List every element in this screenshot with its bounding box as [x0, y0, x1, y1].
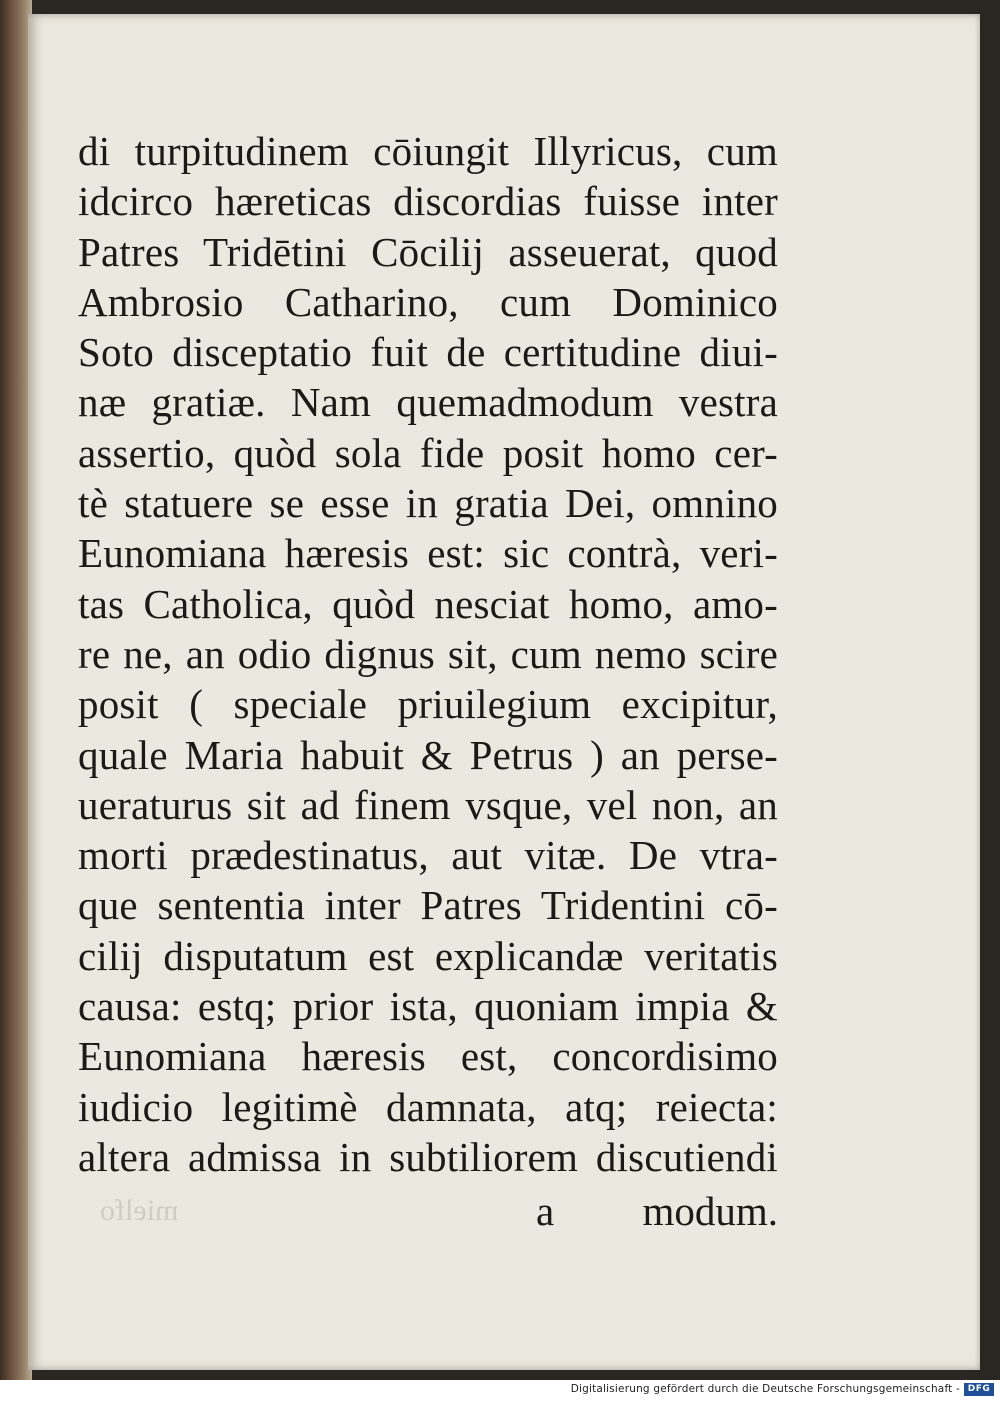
- text-line: Eunomiana hæresis est, concordisimo: [78, 1033, 778, 1080]
- text-block: [78, 126, 778, 1182]
- text-line: idcirco hæreticas discordias fuisse inter: [78, 178, 778, 225]
- text-line: posit ( speciale priuilegium excipitur,: [78, 681, 778, 728]
- text-line: causa: estq; prior ista, quoniam impia &: [78, 983, 778, 1030]
- signature-mark: a: [536, 1188, 555, 1234]
- text-line: que sententia inter Patres Tridentini cō-: [78, 882, 778, 929]
- book-page: [28, 14, 980, 1370]
- footer-bar: [0, 1380, 1000, 1401]
- text-line: Patres Tridētini Cōcilij asseuerat, quod: [78, 228, 778, 275]
- text-line: Ambrosio Catharino, cum Dominico: [78, 278, 778, 325]
- text-line: quale Maria habuit & Petrus ) an perse-: [78, 731, 778, 778]
- funding-credit: Digitalisierung gefördert durch die Deutsche Forschungsgemeinschaft -: [570, 1383, 960, 1395]
- text-line: Eunomiana hæresis est: sic contrà, veri-: [78, 530, 778, 577]
- show-through-text: mielfo: [100, 1194, 179, 1227]
- catch-row: [78, 1186, 778, 1236]
- text-line: di turpitudinem cōiungit Illyricus, cum: [78, 128, 778, 174]
- text-line: næ gratiæ. Nam quemadmodum vestra: [78, 379, 778, 426]
- text-line: ueraturus sit ad finem vsque, vel non, an: [78, 781, 778, 828]
- text-line: tas Catholica, quòd nesciat homo, amo-: [78, 580, 778, 627]
- catchword: modum.: [642, 1188, 778, 1234]
- text-line: altera admissa in subtiliorem discutiendi: [78, 1133, 778, 1180]
- text-line: Soto disceptatio fuit de certitudine diui-: [78, 329, 778, 376]
- text-line: iudicio legitimè damnata, atq; reiecta:: [78, 1083, 778, 1130]
- dfg-logo: DFG: [964, 1383, 994, 1396]
- text-line: morti prædestinatus, aut vitæ. De vtra-: [78, 832, 778, 879]
- text-line: assertio, quòd sola fide posit homo cer-: [78, 429, 778, 476]
- text-line: cilij disputatum est explicandæ veritatis: [78, 932, 778, 979]
- text-line: re ne, an odio dignus sit, cum nemo scire: [78, 630, 778, 677]
- text-line: tè statuere se esse in gratia Dei, omnino: [78, 480, 778, 527]
